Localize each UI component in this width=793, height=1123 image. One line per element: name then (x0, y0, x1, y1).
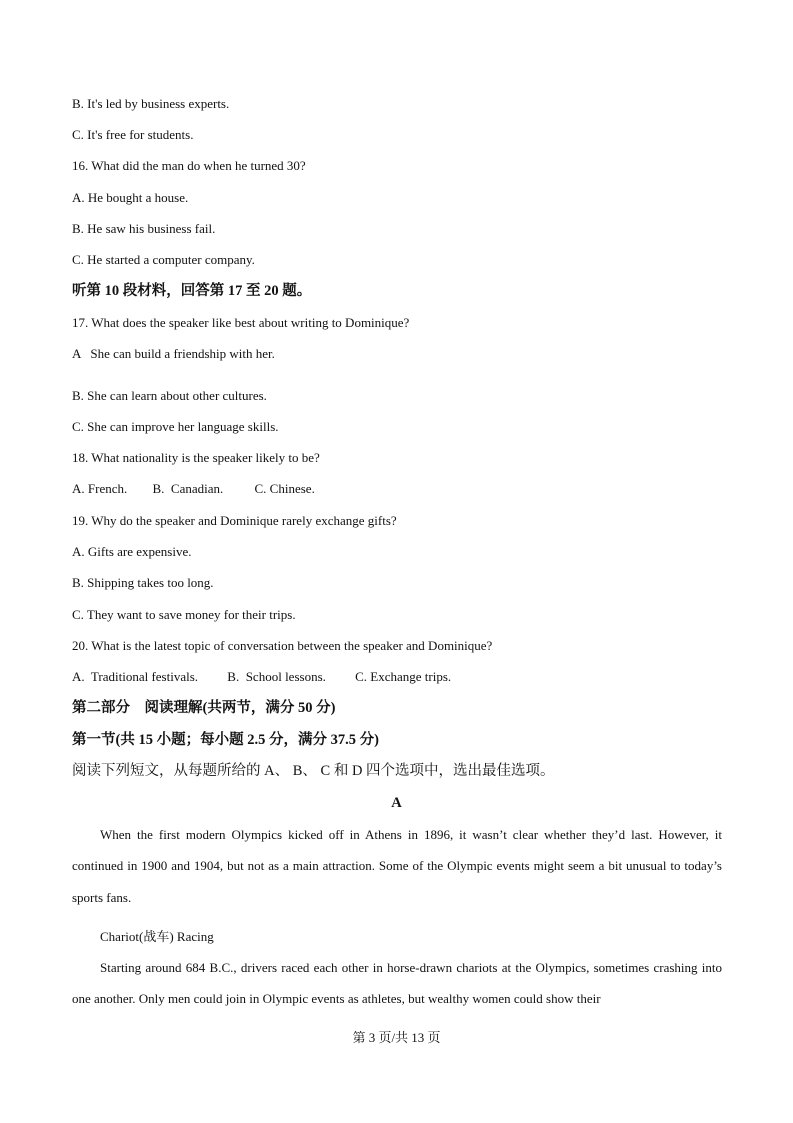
passage-paragraph-2: Starting around 684 B.C., drivers raced each other in horse-drawn chariots at the Olympics, sometimes crashing into one another. Only men could join in Olympic events as athletes, but wealthy women could show their (72, 960, 722, 1007)
option-19a: A. Gifts are expensive. (72, 544, 192, 559)
options-18 (72, 481, 315, 497)
section-1-heading: 第一节(共 15 小题；每小题 2.5 分，满分 37.5 分) (72, 732, 379, 748)
option-18b: B. Canadian. (152, 481, 224, 496)
question-16: 16. What did the man do when he turned 30? (72, 158, 306, 173)
option-18c: C. Chinese. (254, 481, 315, 496)
page-footer: 第 3 页/共 13 页 (352, 1030, 441, 1045)
option-17b: B. She can learn about other cultures. (72, 388, 267, 403)
passage-subtitle: Chariot(战车) Racing (100, 929, 214, 944)
option-18a: A. French. (72, 481, 128, 496)
option-19c: C. They want to save money for their trips. (72, 607, 296, 622)
passage-label: A (391, 795, 402, 811)
option-16a: A. He bought a house. (72, 190, 189, 205)
option-16c: C. He started a computer company. (72, 252, 255, 267)
options-20 (72, 669, 451, 685)
option-16b: B. He saw his business fail. (72, 221, 216, 236)
question-18: 18. What nationality is the speaker likely to be? (72, 450, 320, 465)
question-19: 19. Why do the speaker and Dominique rarely exchange gifts? (72, 513, 397, 528)
option-20a: A. Traditional festivals. (72, 669, 199, 684)
section-10-heading: 听第 10 段材料，回答第 17 至 20 题。 (72, 283, 312, 299)
option-20c: C. Exchange trips. (355, 669, 452, 684)
passage-paragraph-1: When the first modern Olympics kicked off in Athens in 1896, it wasn’t clear whether they’d last. However, it continued in 1900 and 1904, but not as a main attraction. Some of the Olympic events might seem a bit unusual to today’s sports fans. (72, 827, 722, 905)
question-17: 17. What does the speaker like best about writing to Dominique? (72, 315, 410, 330)
option-17a: A She can build a friendship with her. (72, 346, 275, 361)
option-15c: C. It's free for students. (72, 127, 194, 142)
instruction: 阅读下列短文，从每题所给的 A、 B、 C 和 D 四个选项中，选出最佳选项。 (72, 763, 555, 779)
option-17c: C. She can improve her language skills. (72, 419, 279, 434)
option-20b: B. School lessons. (227, 669, 326, 684)
option-19b: B. Shipping takes too long. (72, 575, 214, 590)
option-15b: B. It's led by business experts. (72, 96, 230, 111)
part-2-heading: 第二部分 阅读理解(共两节，满分 50 分) (72, 700, 336, 716)
question-20: 20. What is the latest topic of conversation between the speaker and Dominique? (72, 638, 493, 653)
